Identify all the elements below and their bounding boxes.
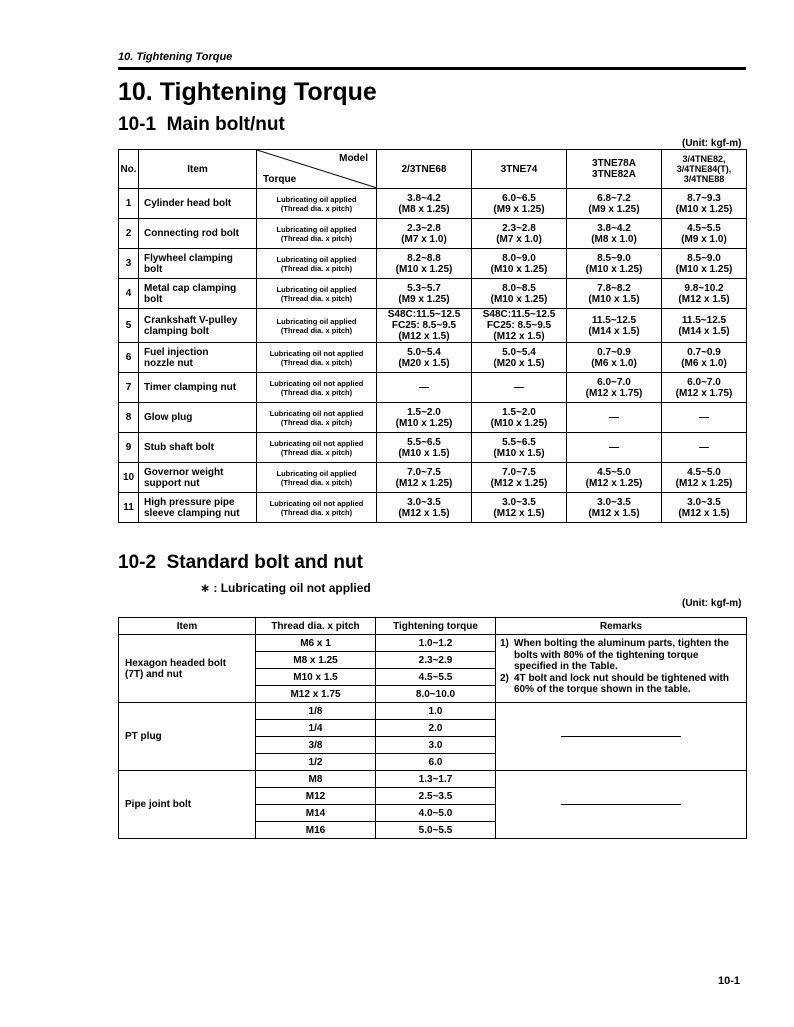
table-row <box>119 373 747 403</box>
row-condition-oil: Lubricating oil applied <box>276 316 357 326</box>
value-line: (M12 x 1.5) <box>678 507 730 519</box>
value-line: 8.7~9.3 <box>687 192 721 204</box>
header-remarks: Remarks <box>496 618 747 635</box>
row-item <box>139 403 257 433</box>
row-value-model-2 <box>472 343 567 373</box>
row-item <box>139 219 257 249</box>
value-line: (M20 x 1.5) <box>398 357 450 369</box>
value-line: — <box>419 382 429 393</box>
section-1-title: 10-1 Main bolt/nut <box>118 114 285 135</box>
row-value-model-2 <box>472 433 567 463</box>
row-condition <box>257 343 377 373</box>
row-condition-oil: Lubricating oil applied <box>276 254 357 264</box>
row-item <box>139 493 257 523</box>
value-line: 8.2~8.8 <box>407 252 441 264</box>
row-value-model-4 <box>662 493 747 523</box>
row-condition-oil: Lubricating oil not applied <box>269 498 364 508</box>
row-value-model-1 <box>377 189 472 219</box>
row-value-model-1 <box>377 279 472 309</box>
row-no: 2 <box>119 219 139 249</box>
header-rule <box>118 67 746 70</box>
value-line: (M10 x 1.25) <box>490 417 548 429</box>
value-line: (M9 x 1.0) <box>681 233 727 245</box>
row-condition-oil: Lubricating oil not applied <box>269 438 364 448</box>
thread-cell: 3/8 <box>256 737 376 754</box>
row-condition-oil: Lubricating oil not applied <box>269 408 364 418</box>
row-item <box>139 373 257 403</box>
row-value-model-4 <box>662 403 747 433</box>
row-value-model-4 <box>662 463 747 493</box>
row-item-line-2: sleeve clamping nut <box>144 507 240 519</box>
table-row <box>119 493 747 523</box>
row-value-model-1 <box>377 373 472 403</box>
row-no: 8 <box>119 403 139 433</box>
row-condition-thread: (Thread dia. x pitch) <box>280 233 353 243</box>
row-value-model-4 <box>662 279 747 309</box>
value-line: 1.5~2.0 <box>502 406 536 418</box>
torque-cell: 3.0 <box>376 737 496 754</box>
table-row <box>119 279 747 309</box>
row-item <box>139 279 257 309</box>
value-line: 6.8~7.2 <box>597 192 631 204</box>
remark-number: 1) <box>500 638 509 649</box>
row-no: 4 <box>119 279 139 309</box>
row-value-model-3 <box>567 309 662 343</box>
row-no: 5 <box>119 309 139 343</box>
value-line: (M12 x 1.25) <box>585 477 643 489</box>
row-value-model-2 <box>472 463 567 493</box>
value-line: S48C:11.5~12.5 <box>482 309 556 320</box>
value-line: 5.5~6.5 <box>407 436 441 448</box>
row-value-model-4 <box>662 219 747 249</box>
value-line: (M12 x 1.75) <box>675 387 733 399</box>
value-line: FC25: 8.5~9.5 <box>486 320 552 331</box>
value-line: (M6 x 1.0) <box>591 357 637 369</box>
torque-cell: 1.0~1.2 <box>376 635 496 652</box>
row-condition-thread: (Thread dia. x pitch) <box>280 417 353 427</box>
value-line: (M8 x 1.25) <box>398 203 450 215</box>
row-condition <box>257 463 377 493</box>
thread-cell: M12 <box>256 788 376 805</box>
value-line: (M10 x 1.25) <box>490 263 548 275</box>
value-line: 6.0~7.0 <box>687 376 721 388</box>
thread-cell: M12 x 1.75 <box>256 686 376 703</box>
value-line: 3.0~3.5 <box>687 496 721 508</box>
row-value-model-1 <box>377 463 472 493</box>
group-name-line-1: PT plug <box>125 731 162 742</box>
value-line: 7.0~7.5 <box>407 466 441 478</box>
value-line: (M10 x 1.25) <box>585 263 643 275</box>
thread-cell: 1/2 <box>256 754 376 771</box>
page-title: 10. Tightening Torque <box>118 78 377 106</box>
remarks-cell <box>496 635 747 703</box>
table-row <box>119 463 747 493</box>
row-value-model-2 <box>472 219 567 249</box>
row-value-model-1 <box>377 249 472 279</box>
row-item-line-1: Cylinder head bolt <box>144 198 232 209</box>
torque-cell: 2.0 <box>376 720 496 737</box>
header-model-1: 2/3TNE68 <box>377 150 472 189</box>
value-line: (M12 x 1.5) <box>493 507 545 519</box>
row-condition-thread: (Thread dia. x pitch) <box>280 477 353 487</box>
row-condition-thread: (Thread dia. x pitch) <box>280 447 353 457</box>
standard-bolt-table <box>118 617 747 839</box>
row-item-line-2: bolt <box>144 293 163 305</box>
section-2-unit: (Unit: kgf-m) <box>682 598 742 609</box>
table-row <box>119 249 747 279</box>
thread-cell: 1/4 <box>256 720 376 737</box>
value-line: 1.5~2.0 <box>407 406 441 418</box>
value-line: 3.8~4.2 <box>597 222 631 234</box>
row-item-line-2: support nut <box>144 477 200 489</box>
header-item: Item <box>139 150 257 189</box>
row-item-line-1: Fuel injection <box>144 346 209 358</box>
remarks-dash <box>561 736 681 737</box>
row-condition-oil: Lubricating oil applied <box>276 468 357 478</box>
torque-cell: 2.5~3.5 <box>376 788 496 805</box>
row-item-line-2: bolt <box>144 263 163 275</box>
group-name-line-1: Hexagon headed bolt <box>125 657 227 669</box>
value-line: — <box>609 442 619 453</box>
value-line: 3.0~3.5 <box>407 496 441 508</box>
row-value-model-2 <box>472 373 567 403</box>
row-item-line-1: Crankshaft V-pulley <box>144 314 238 326</box>
row-condition <box>257 433 377 463</box>
row-no: 11 <box>119 493 139 523</box>
value-line: (M9 x 1.25) <box>588 203 640 215</box>
thread-cell: M8 <box>256 771 376 788</box>
group-name <box>119 635 256 703</box>
row-value-model-4 <box>662 309 747 343</box>
value-line: 4.5~5.0 <box>687 466 721 478</box>
row-no: 9 <box>119 433 139 463</box>
value-line: 8.5~9.0 <box>597 252 631 264</box>
row-item-line-1: Metal cap clamping <box>144 282 237 294</box>
row-condition-thread: (Thread dia. x pitch) <box>280 293 353 303</box>
row-condition <box>257 219 377 249</box>
value-line: (M12 x 1.25) <box>395 477 453 489</box>
row-value-model-1 <box>377 219 472 249</box>
remark-item <box>500 638 742 673</box>
value-line: — <box>609 412 619 423</box>
row-condition-thread: (Thread dia. x pitch) <box>280 357 353 367</box>
value-line: 7.0~7.5 <box>502 466 536 478</box>
torque-cell: 2.3~2.9 <box>376 652 496 669</box>
value-line: 5.0~5.4 <box>407 346 441 358</box>
row-condition-thread: (Thread dia. x pitch) <box>280 507 353 517</box>
header-model-4 <box>662 150 747 189</box>
value-line: (M20 x 1.5) <box>493 357 545 369</box>
row-condition <box>257 189 377 219</box>
header-model-3 <box>567 150 662 189</box>
row-item-line-2: nozzle nut <box>144 357 193 369</box>
value-line: (M7 x 1.0) <box>401 233 447 245</box>
value-line: 9.8~10.2 <box>684 282 724 294</box>
row-item-line-1: Connecting rod bolt <box>144 228 239 239</box>
row-value-model-3 <box>567 279 662 309</box>
main-bolt-table <box>118 149 747 523</box>
remarks-empty-cell <box>496 771 747 839</box>
value-line: 5.3~5.7 <box>407 282 441 294</box>
value-line: (M12 x 1.25) <box>490 477 548 489</box>
row-no: 7 <box>119 373 139 403</box>
row-value-model-2 <box>472 403 567 433</box>
value-line: 4.5~5.0 <box>597 466 631 478</box>
table-header-row <box>119 618 747 635</box>
thread-cell: M16 <box>256 822 376 839</box>
value-line: (M12 x 1.75) <box>585 387 643 399</box>
table-row <box>119 433 747 463</box>
row-item <box>139 249 257 279</box>
remark-item <box>500 673 742 696</box>
row-no: 6 <box>119 343 139 373</box>
header-model: Model <box>339 153 368 164</box>
row-value-model-2 <box>472 189 567 219</box>
thread-cell: M14 <box>256 805 376 822</box>
section-1-unit: (Unit: kgf-m) <box>682 138 742 149</box>
value-line: (M10 x 1.25) <box>675 203 733 215</box>
value-line: (M10 x 1.5) <box>588 293 640 305</box>
row-item <box>139 433 257 463</box>
header-model-4a: 3/4TNE82, <box>682 154 726 164</box>
row-condition-thread: (Thread dia. x pitch) <box>280 203 353 213</box>
torque-cell: 4.0~5.0 <box>376 805 496 822</box>
row-condition <box>257 249 377 279</box>
value-line: (M14 x 1.5) <box>588 325 640 337</box>
row-value-model-4 <box>662 373 747 403</box>
remark-number: 2) <box>500 672 509 684</box>
row-value-model-3 <box>567 343 662 373</box>
row-condition <box>257 279 377 309</box>
row-value-model-4 <box>662 343 747 373</box>
running-header: 10. Tightening Torque <box>118 51 233 63</box>
header-no: No. <box>119 150 139 189</box>
value-line: 6.0~7.0 <box>597 376 631 388</box>
value-line: 6.0~6.5 <box>502 192 536 204</box>
value-line: (M12 x 1.5) <box>678 293 730 305</box>
value-line: (M6 x 1.0) <box>681 357 727 369</box>
value-line: (M10 x 1.25) <box>395 417 453 429</box>
value-line: 0.7~0.9 <box>687 346 721 358</box>
value-line: (M12 x 1.5) <box>398 507 450 519</box>
value-line: 3.0~3.5 <box>502 496 536 508</box>
value-line: (M10 x 1.25) <box>395 263 453 275</box>
value-line: 7.8~8.2 <box>597 282 631 294</box>
value-line: S48C:11.5~12.5 <box>387 309 461 320</box>
value-line: (M7 x 1.0) <box>496 233 542 245</box>
table-row <box>119 309 747 343</box>
row-condition-oil: Lubricating oil applied <box>276 194 357 204</box>
row-condition-thread: (Thread dia. x pitch) <box>280 325 353 335</box>
value-line: (M10 x 1.5) <box>493 447 545 459</box>
table-row <box>119 343 747 373</box>
row-value-model-3 <box>567 463 662 493</box>
row-item-line-1: Timer clamping nut <box>144 382 237 393</box>
value-line: 3.0~3.5 <box>597 496 631 508</box>
row-condition-oil: Lubricating oil not applied <box>269 378 364 388</box>
row-condition-oil: Lubricating oil not applied <box>269 348 364 358</box>
value-line: 11.5~12.5 <box>681 314 727 326</box>
group-name <box>119 771 256 839</box>
row-condition-thread: (Thread dia. x pitch) <box>280 387 353 397</box>
value-line: (M14 x 1.5) <box>678 325 730 337</box>
table-row <box>119 403 747 433</box>
torque-cell: 6.0 <box>376 754 496 771</box>
value-line: (M10 x 1.25) <box>490 293 548 305</box>
thread-cell: M10 x 1.5 <box>256 669 376 686</box>
header-tightening-torque: Tightening torque <box>376 618 496 635</box>
row-condition <box>257 309 377 343</box>
header-model-2: 3TNE74 <box>472 150 567 189</box>
row-value-model-3 <box>567 403 662 433</box>
torque-cell: 5.0~5.5 <box>376 822 496 839</box>
value-line: — <box>699 442 709 453</box>
row-value-model-4 <box>662 433 747 463</box>
value-line: (M12 x 1.5) <box>493 331 545 342</box>
value-line: 11.5~12.5 <box>591 314 637 326</box>
group-name <box>119 703 256 771</box>
header-model-3a: 3TNE78A <box>592 158 636 169</box>
row-value-model-1 <box>377 403 472 433</box>
torque-cell: 4.5~5.5 <box>376 669 496 686</box>
value-line: (M12 x 1.25) <box>675 477 733 489</box>
row-item-line-1: Governor weight <box>144 466 224 478</box>
row-item-line-2: clamping bolt <box>144 325 209 337</box>
row-item-line-1: Stub shaft bolt <box>144 442 214 453</box>
row-condition-oil: Lubricating oil applied <box>276 284 357 294</box>
row-value-model-1 <box>377 433 472 463</box>
value-line: 8.0~9.0 <box>502 252 536 264</box>
remarks-empty-cell <box>496 703 747 771</box>
header-model-torque <box>257 150 377 189</box>
remark-text: 4T bolt and lock nut should be tightened with 60% of the torque shown in the table. <box>514 672 729 695</box>
row-value-model-2 <box>472 249 567 279</box>
row-value-model-2 <box>472 493 567 523</box>
row-condition-oil: Lubricating oil applied <box>276 224 357 234</box>
row-item-line-1: Flywheel clamping <box>144 252 233 264</box>
row-value-model-2 <box>472 309 567 343</box>
header-torque: Torque <box>263 174 297 185</box>
thread-cell: M8 x 1.25 <box>256 652 376 669</box>
section-2-note: ∗ : Lubricating oil not applied <box>200 581 371 595</box>
row-item-line-1: Glow plug <box>144 412 193 423</box>
row-no: 10 <box>119 463 139 493</box>
table-row <box>119 219 747 249</box>
header-thread: Thread dia. x pitch <box>256 618 376 635</box>
torque-cell: 1.3~1.7 <box>376 771 496 788</box>
table-row <box>119 189 747 219</box>
value-line: (M10 x 1.5) <box>398 447 450 459</box>
row-value-model-3 <box>567 249 662 279</box>
row-value-model-3 <box>567 373 662 403</box>
row-item <box>139 463 257 493</box>
value-line: — <box>514 382 524 393</box>
header-model-3b: 3TNE82A <box>592 169 636 180</box>
row-item <box>139 343 257 373</box>
row-value-model-2 <box>472 279 567 309</box>
value-line: (M10 x 1.25) <box>675 263 733 275</box>
row-condition <box>257 403 377 433</box>
row-value-model-3 <box>567 433 662 463</box>
row-value-model-4 <box>662 249 747 279</box>
value-line: FC25: 8.5~9.5 <box>391 320 457 331</box>
value-line: (M8 x 1.0) <box>591 233 637 245</box>
value-line: 8.5~9.0 <box>687 252 721 264</box>
value-line: 5.5~6.5 <box>502 436 536 448</box>
header-model-4b: 3/4TNE84(T), <box>676 164 732 174</box>
remark-text: When bolting the aluminum parts, tighten the bolts with 80% of the tightening torque specified in the Table. <box>514 638 729 672</box>
row-condition-thread: (Thread dia. x pitch) <box>280 263 353 273</box>
value-line: (M9 x 1.25) <box>493 203 545 215</box>
thread-cell: 1/8 <box>256 703 376 720</box>
value-line: — <box>699 412 709 423</box>
group-name-line-2: (7T) and nut <box>125 668 183 680</box>
table-header-row <box>119 150 747 189</box>
value-line: (M9 x 1.25) <box>398 293 450 305</box>
value-line: 8.0~8.5 <box>502 282 536 294</box>
row-item <box>139 309 257 343</box>
remarks-dash <box>561 804 681 805</box>
row-value-model-1 <box>377 309 472 343</box>
value-line: (M12 x 1.5) <box>398 331 450 342</box>
row-value-model-4 <box>662 189 747 219</box>
section-2-title: 10-2 Standard bolt and nut <box>118 552 363 573</box>
page-number: 10-1 <box>718 975 741 987</box>
torque-cell: 1.0 <box>376 703 496 720</box>
value-line: 0.7~0.9 <box>597 346 631 358</box>
value-line: (M12 x 1.5) <box>588 507 640 519</box>
row-item-line-1: High pressure pipe <box>144 496 235 508</box>
torque-cell: 8.0~10.0 <box>376 686 496 703</box>
table-row <box>119 703 747 720</box>
table-row <box>119 635 747 652</box>
value-line: 2.3~2.8 <box>407 222 441 234</box>
row-item <box>139 189 257 219</box>
row-value-model-3 <box>567 493 662 523</box>
thread-cell: M6 x 1 <box>256 635 376 652</box>
row-value-model-1 <box>377 343 472 373</box>
group-name-line-1: Pipe joint bolt <box>125 799 192 810</box>
value-line: 2.3~2.8 <box>502 222 536 234</box>
row-condition <box>257 493 377 523</box>
value-line: 3.8~4.2 <box>407 192 441 204</box>
value-line: 5.0~5.4 <box>502 346 536 358</box>
row-no: 1 <box>119 189 139 219</box>
row-no: 3 <box>119 249 139 279</box>
row-value-model-1 <box>377 493 472 523</box>
value-line: 4.5~5.5 <box>687 222 721 234</box>
row-value-model-3 <box>567 189 662 219</box>
row-value-model-3 <box>567 219 662 249</box>
row-condition <box>257 373 377 403</box>
header-item: Item <box>119 618 256 635</box>
header-model-4c: 3/4TNE88 <box>683 174 725 184</box>
table-row <box>119 771 747 788</box>
